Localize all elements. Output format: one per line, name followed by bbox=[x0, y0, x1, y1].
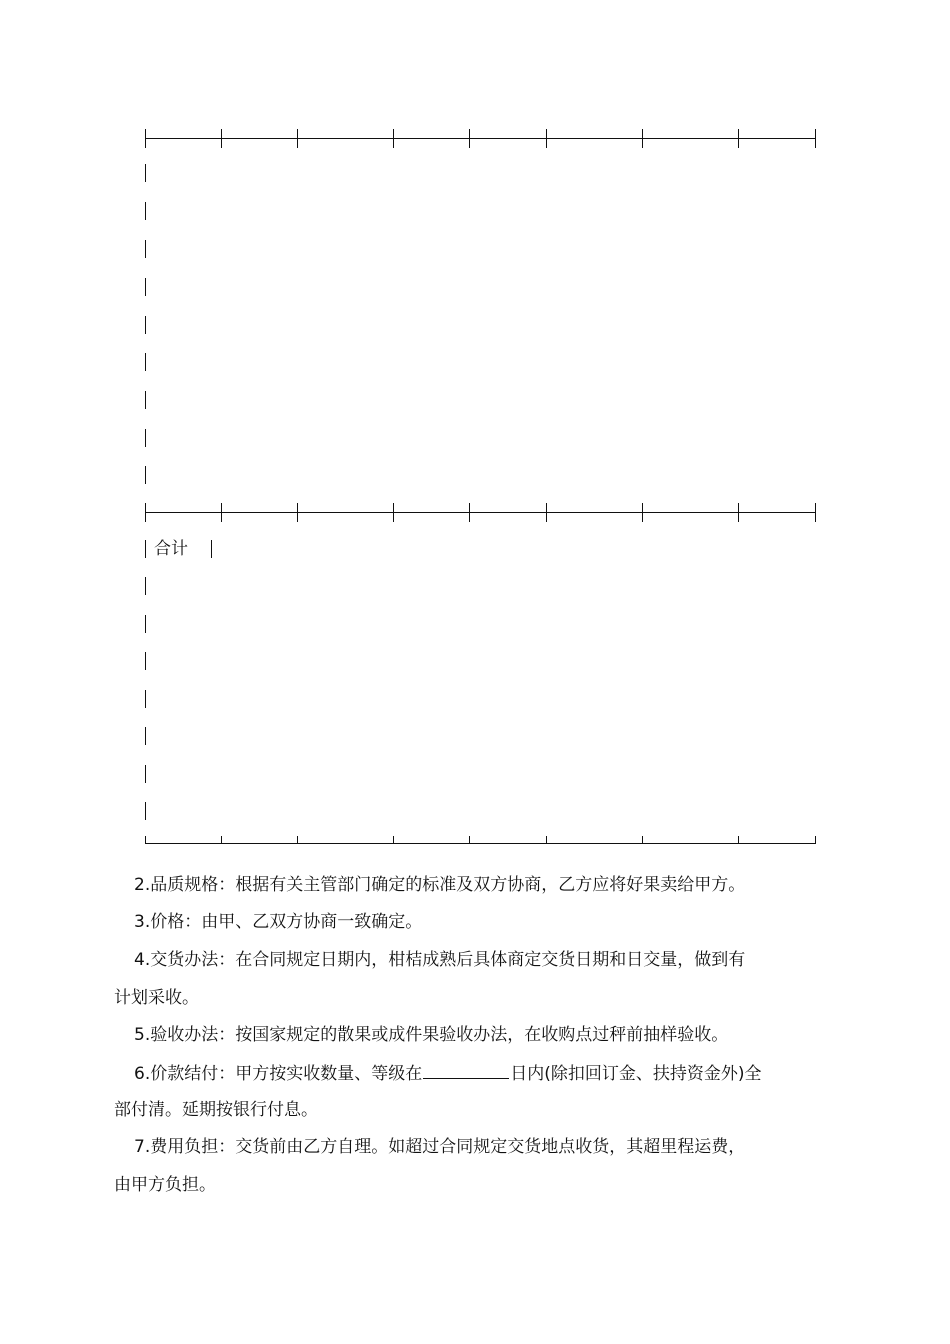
table-column-tick bbox=[469, 129, 470, 148]
table-row-edge bbox=[145, 652, 146, 670]
clause-line: 5.验收办法：按国家规定的散果或成件果验收办法，在收购点过秤前抽样验收。 bbox=[134, 1025, 729, 1045]
table-column-tick bbox=[546, 503, 547, 522]
table-column-tick bbox=[297, 129, 298, 148]
clause-text: 6.价款结付：甲方按实收数量、等级在 bbox=[134, 1064, 423, 1084]
table-column-tick bbox=[221, 503, 222, 522]
table-column-tick bbox=[642, 129, 643, 148]
clause-line: 计划采收。 bbox=[114, 988, 199, 1008]
table-horizontal-rule bbox=[145, 138, 815, 139]
table-column-tick bbox=[393, 129, 394, 148]
table-column-tick bbox=[546, 836, 547, 844]
table-row-edge bbox=[145, 727, 146, 745]
table-row-edge bbox=[145, 278, 146, 296]
table-column-tick bbox=[221, 129, 222, 148]
table-column-tick bbox=[221, 836, 222, 844]
table-row-edge bbox=[145, 202, 146, 220]
total-label: 合计 bbox=[154, 539, 188, 559]
table-row-edge bbox=[145, 316, 146, 334]
clause-line bbox=[134, 1062, 762, 1084]
table-row-edge bbox=[145, 615, 146, 633]
table-row-edge bbox=[145, 429, 146, 447]
table-column-tick bbox=[297, 836, 298, 844]
table-row-edge bbox=[145, 466, 146, 484]
table-row-edge bbox=[145, 765, 146, 783]
table-column-tick bbox=[642, 836, 643, 844]
table-column-tick bbox=[815, 836, 816, 844]
table-column-tick bbox=[546, 129, 547, 148]
table-column-tick bbox=[393, 836, 394, 844]
table-column-tick bbox=[145, 129, 146, 148]
clause-line: 2.品质规格：根据有关主管部门确定的标准及双方协商，乙方应将好果卖给甲方。 bbox=[134, 875, 746, 895]
days-blank-field[interactable] bbox=[423, 1062, 509, 1079]
clause-line: 7.费用负担：交货前由乙方自理。如超过合同规定交货地点收货，其超里程运费， bbox=[134, 1137, 746, 1157]
table-column-tick bbox=[642, 503, 643, 522]
table-column-tick bbox=[297, 503, 298, 522]
clause-line: 部付清。延期按银行付息。 bbox=[114, 1100, 318, 1120]
table-column-tick bbox=[145, 503, 146, 522]
clause-line: 3.价格：由甲、乙双方协商一致确定。 bbox=[134, 912, 423, 932]
table-horizontal-rule bbox=[145, 512, 815, 513]
table-row-edge bbox=[145, 391, 146, 409]
table-row-edge bbox=[145, 540, 146, 558]
table-row-edge bbox=[145, 690, 146, 708]
table-column-tick bbox=[815, 129, 816, 148]
table-column-tick bbox=[469, 836, 470, 844]
table-row-edge bbox=[145, 240, 146, 258]
table-column-tick bbox=[738, 503, 739, 522]
total-cell-divider bbox=[211, 540, 212, 558]
table-column-tick bbox=[815, 503, 816, 522]
table-row-edge bbox=[145, 802, 146, 820]
table-row-edge bbox=[145, 164, 146, 182]
table-row-edge bbox=[145, 577, 146, 595]
clause-text: 日内(除扣回订金、扶持资金外)全 bbox=[510, 1064, 762, 1084]
table-column-tick bbox=[393, 503, 394, 522]
table-row-edge bbox=[145, 353, 146, 371]
table-column-tick bbox=[738, 836, 739, 844]
table-column-tick bbox=[145, 836, 146, 844]
clause-line: 4.交货办法：在合同规定日期内，柑桔成熟后具体商定交货日期和日交量，做到有 bbox=[134, 950, 746, 970]
clause-line: 由甲方负担。 bbox=[114, 1175, 216, 1195]
table-column-tick bbox=[469, 503, 470, 522]
table-horizontal-rule bbox=[145, 843, 815, 844]
table-column-tick bbox=[738, 129, 739, 148]
